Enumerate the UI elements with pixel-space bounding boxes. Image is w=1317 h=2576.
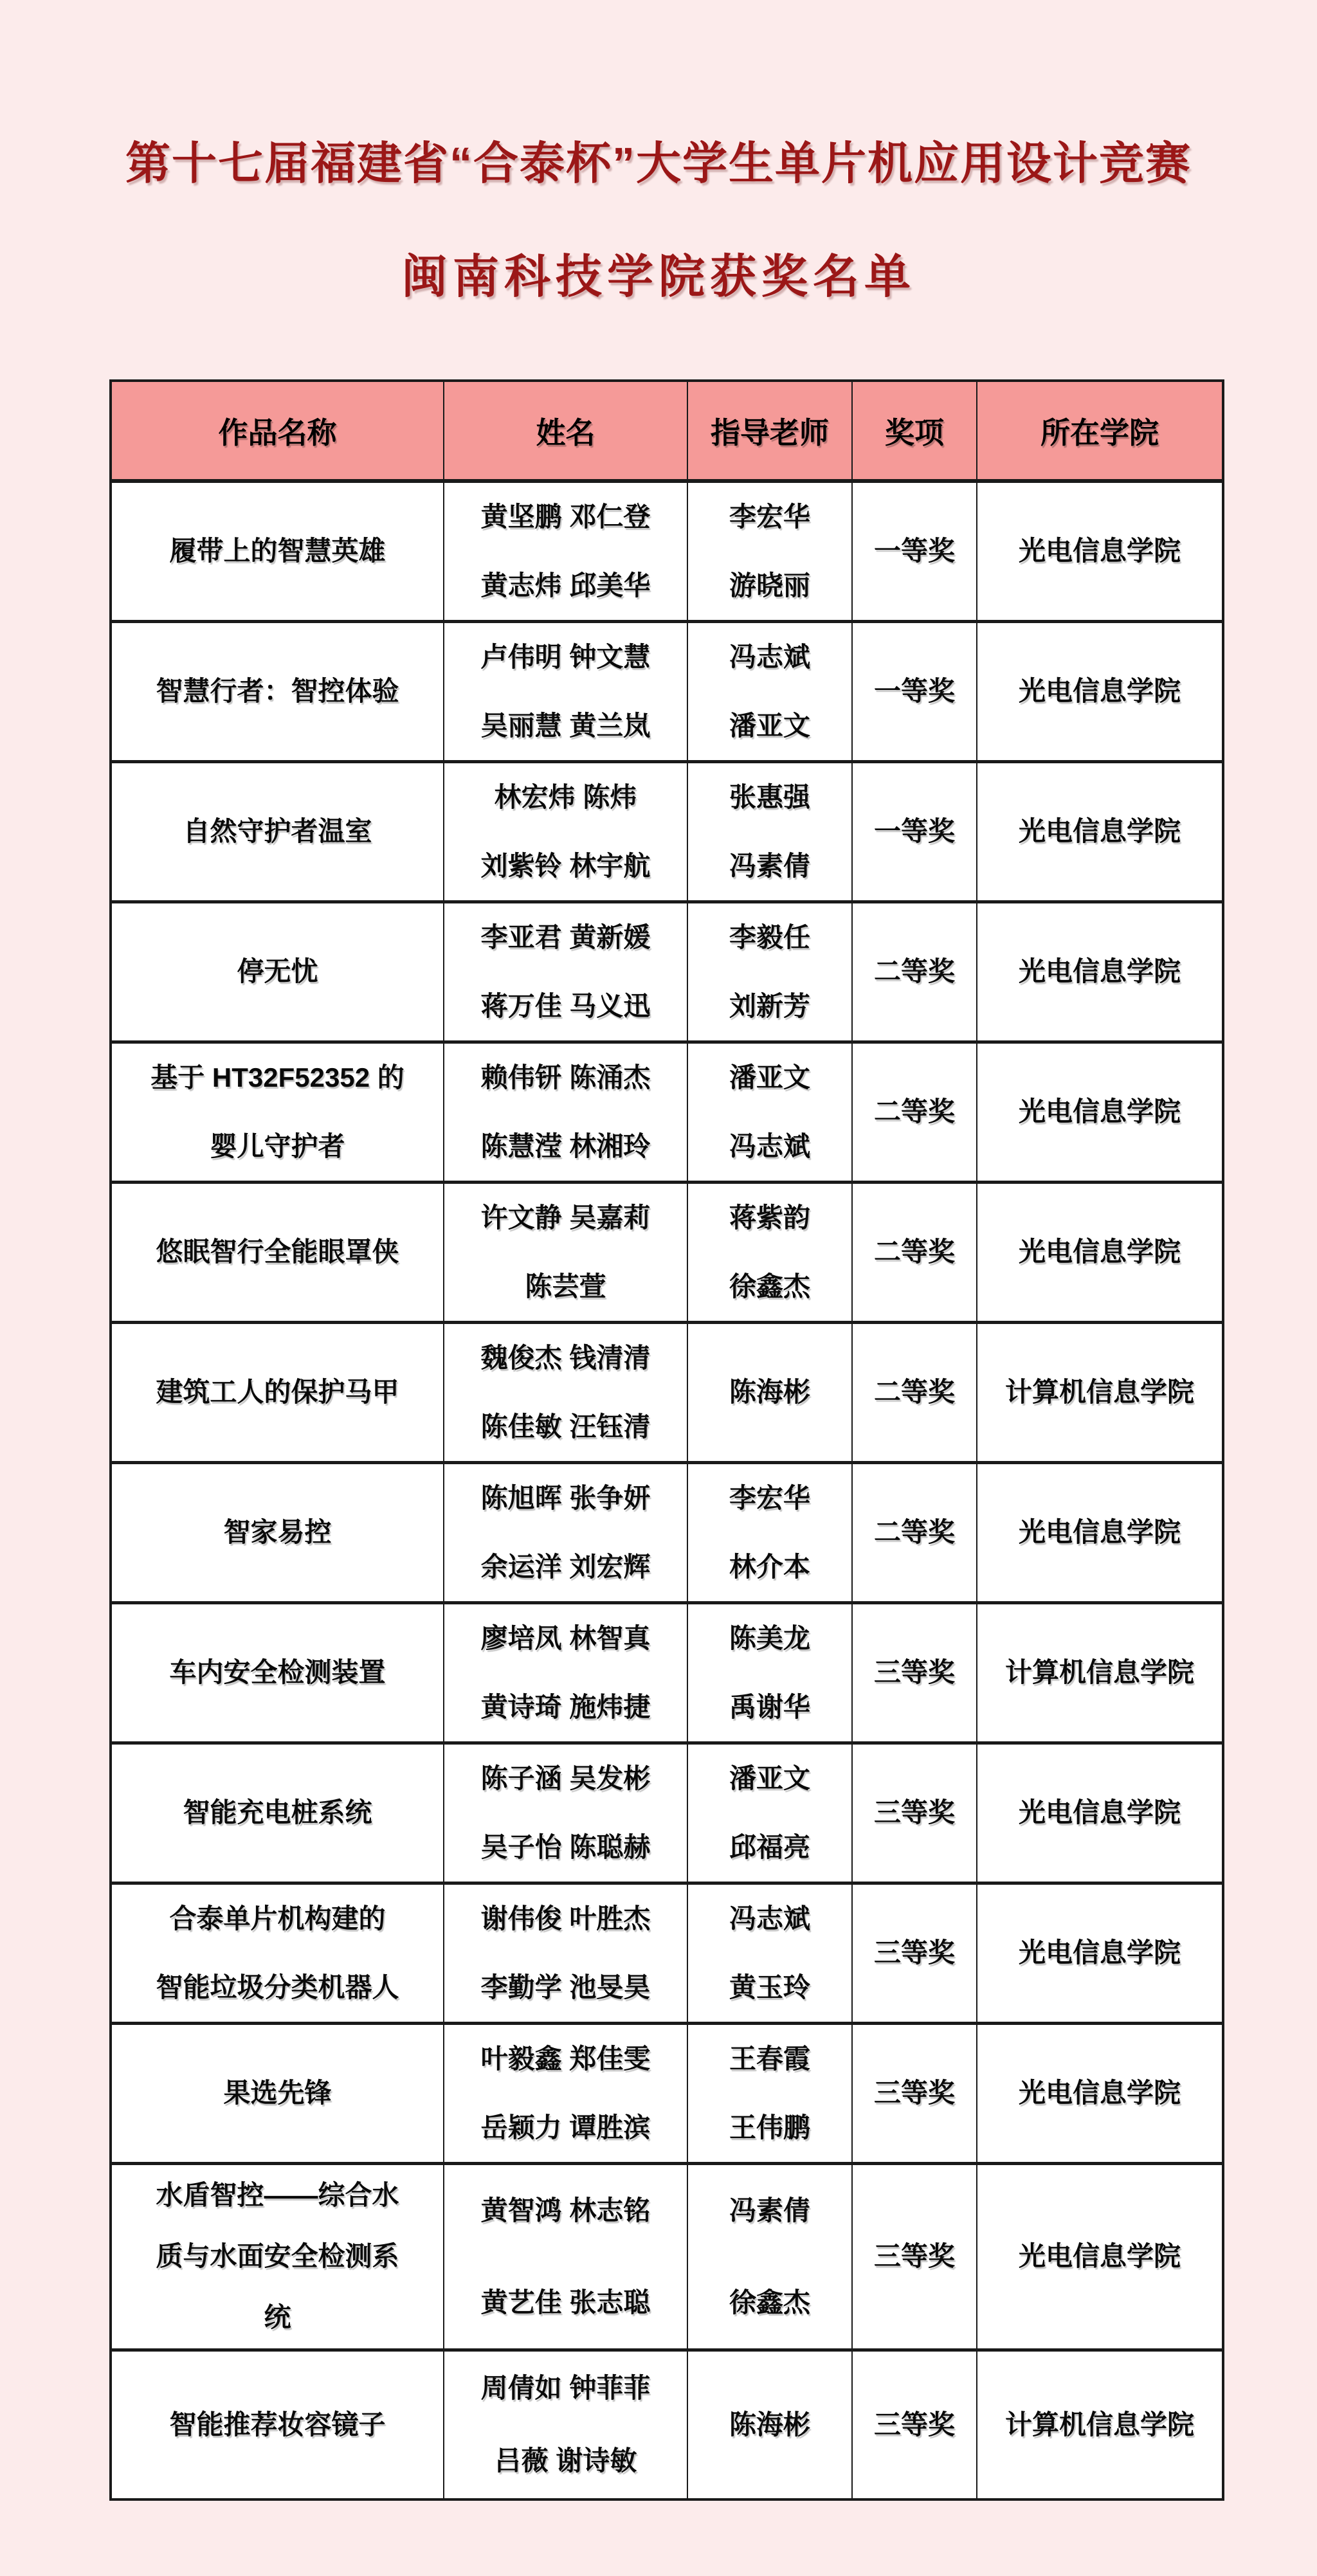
college-cell (977, 902, 1223, 1042)
table-row (111, 1603, 1223, 1743)
teachers-cell (687, 2164, 852, 2350)
names-cell (444, 1743, 687, 1883)
cell-text-line: 婴儿守护者 (210, 1130, 345, 1161)
cell-text-line: 李毅任 (729, 922, 810, 952)
names-cell (444, 762, 687, 902)
cell-text-line: 林宏炜 陈炜 (494, 782, 637, 812)
cell-text-line: 李亚君 黄新媛 (480, 922, 651, 952)
award-cell (852, 1883, 977, 2024)
cell-text-line: 陈美龙 (729, 1623, 810, 1653)
cell-text-line: 二等奖 (873, 956, 955, 987)
project-cell (111, 1042, 444, 1183)
college-cell (977, 481, 1223, 622)
cell-text-line: 王伟鹏 (729, 2112, 810, 2143)
project-cell (111, 1603, 444, 1743)
cell-text-line: 李宏华 (729, 502, 810, 532)
project-cell (111, 1883, 444, 2024)
cell-text-line: 谢伟俊 叶胜杰 (480, 1903, 651, 1934)
teachers-cell (687, 622, 852, 762)
cell-text-line: 刘新芳 (729, 990, 810, 1021)
table-row (111, 1323, 1223, 1463)
cell-text-line: 三等奖 (873, 2078, 955, 2109)
cell-text-line: 李勤学 池旻昊 (480, 1972, 651, 2002)
teachers-cell (687, 1323, 852, 1463)
cell-text-line: 魏俊杰 钱清清 (480, 1343, 651, 1373)
college-cell (977, 1883, 1223, 2024)
cell-text-line: 智能充电桩系统 (183, 1797, 372, 1828)
table-header (111, 381, 1223, 481)
cell-text-line: 三等奖 (873, 1797, 955, 1828)
table-row (111, 481, 1223, 622)
cell-text-line: 黄诗琦 施炜捷 (480, 1691, 651, 1722)
table-row (111, 1743, 1223, 1883)
names-cell (444, 1463, 687, 1603)
cell-text-line: 智慧行者：智控体验 (156, 676, 399, 707)
cell-text-line: 光电信息学院 (1018, 676, 1181, 707)
cell-text-line: 智能垃圾分类机器人 (156, 1972, 399, 2002)
award-cell (852, 2164, 977, 2350)
names-cell (444, 622, 687, 762)
cell-text-line: 光电信息学院 (1018, 1937, 1181, 1968)
cell-text-line: 冯志斌 (729, 1130, 810, 1161)
cell-text-line: 许文静 吴嘉莉 (480, 1202, 651, 1233)
award-cell (852, 2024, 977, 2164)
cell-text-line: 基于 HT32F52352 的 (150, 1062, 404, 1093)
college-cell (977, 622, 1223, 762)
cell-text-line: 余运洋 刘宏辉 (480, 1551, 651, 1582)
cell-text-line: 邱福亮 (729, 1831, 810, 1862)
college-cell (977, 1603, 1223, 1743)
table-row (111, 622, 1223, 762)
cell-text-line: 建筑工人的保护马甲 (156, 1377, 399, 1408)
cell-text-line: 陈佳敏 汪钰清 (480, 1411, 651, 1442)
teachers-cell (687, 1183, 852, 1323)
teachers-cell (687, 1463, 852, 1603)
cell-text-line: 冯素倩 (729, 2195, 810, 2226)
teachers-cell (687, 1883, 852, 2024)
cell-text-line: 陈芸萱 (525, 1271, 606, 1302)
college-cell (977, 1743, 1223, 1883)
page-title-line2: 闽南科技学院获奖名单 (401, 251, 916, 303)
project-cell (111, 622, 444, 762)
cell-text-line: 陈子涵 吴发彬 (480, 1763, 651, 1793)
table-row (111, 2024, 1223, 2164)
college-cell (977, 2164, 1223, 2350)
cell-text-line: 统 (264, 2302, 291, 2333)
teachers-cell (687, 1042, 852, 1183)
cell-text-line: 徐鑫杰 (729, 1271, 810, 1302)
column-header-award: 奖项 (852, 381, 977, 481)
cell-text-line: 悠眠智行全能眼罩侠 (156, 1237, 399, 1267)
cell-text-line: 履带上的智慧英雄 (169, 536, 386, 567)
column-header-teachers: 指导老师 (687, 381, 852, 481)
teachers-cell (687, 1603, 852, 1743)
award-cell (852, 1743, 977, 1883)
project-cell (111, 2350, 444, 2499)
cell-text-line: 一等奖 (873, 536, 955, 567)
cell-text-line: 陈海彬 (729, 1377, 810, 1408)
table-body (111, 481, 1223, 2499)
project-cell (111, 1463, 444, 1603)
teachers-cell (687, 2350, 852, 2499)
cell-text-line: 光电信息学院 (1018, 2078, 1181, 2109)
award-cell (852, 1042, 977, 1183)
teachers-cell (687, 1743, 852, 1883)
cell-text-line: 黄玉玲 (729, 1972, 810, 2002)
project-cell (111, 1743, 444, 1883)
cell-text-line: 周倩如 钟菲菲 (480, 2372, 651, 2403)
award-table (109, 379, 1224, 2501)
names-cell (444, 1883, 687, 2024)
cell-text-line: 光电信息学院 (1018, 1517, 1181, 1548)
cell-text-line: 廖培凤 林智真 (480, 1623, 651, 1653)
cell-text-line: 车内安全检测装置 (169, 1657, 386, 1688)
names-cell (444, 1603, 687, 1743)
cell-text-line: 质与水面安全检测系 (156, 2241, 399, 2272)
names-cell (444, 2024, 687, 2164)
cell-text-line: 潘亚文 (729, 1763, 810, 1793)
project-cell (111, 2024, 444, 2164)
column-header-project: 作品名称 (111, 381, 444, 481)
cell-text-line: 冯志斌 (729, 642, 810, 672)
project-cell (111, 481, 444, 622)
cell-text-line: 三等奖 (873, 1937, 955, 1968)
page-title-line1: 第十七届福建省“合泰杯”大学生单片机应用设计竞赛 (125, 138, 1192, 188)
award-cell (852, 2350, 977, 2499)
names-cell (444, 902, 687, 1042)
teachers-cell (687, 762, 852, 902)
table-row (111, 762, 1223, 902)
cell-text-line: 冯素倩 (729, 850, 810, 881)
names-cell (444, 1323, 687, 1463)
teachers-cell (687, 481, 852, 622)
column-header-college: 所在学院 (977, 381, 1223, 481)
table-header-row (111, 381, 1223, 481)
cell-text-line: 陈旭晖 张争妍 (480, 1483, 651, 1513)
cell-text-line: 徐鑫杰 (729, 2287, 810, 2317)
cell-text-line: 吕薇 谢诗敏 (494, 2445, 637, 2476)
cell-text-line: 王春霞 (729, 2044, 810, 2074)
cell-text-line: 黄智鸿 林志铭 (480, 2195, 651, 2226)
cell-text-line: 张惠强 (729, 782, 810, 812)
cell-text-line: 三等奖 (873, 2409, 955, 2440)
cell-text-line: 蒋紫韵 (729, 1202, 810, 1233)
cell-text-line: 李宏华 (729, 1483, 810, 1513)
table-row (111, 2164, 1223, 2350)
table-row (111, 902, 1223, 1042)
cell-text-line: 潘亚文 (729, 710, 810, 741)
cell-text-line: 二等奖 (873, 1517, 955, 1548)
cell-text-line: 卢伟明 钟文慧 (480, 642, 651, 672)
award-cell (852, 1463, 977, 1603)
cell-text-line: 吴子怡 陈聪赫 (480, 1831, 651, 1862)
cell-text-line: 计算机信息学院 (1004, 2409, 1194, 2440)
table-row (111, 2350, 1223, 2499)
names-cell (444, 1042, 687, 1183)
table-row (111, 1042, 1223, 1183)
cell-text-line: 一等奖 (873, 816, 955, 847)
project-cell (111, 2164, 444, 2350)
award-cell (852, 622, 977, 762)
cell-text-line: 禹谢华 (729, 1691, 810, 1722)
cell-text-line: 黄艺佳 张志聪 (480, 2287, 651, 2317)
column-header-names: 姓名 (444, 381, 687, 481)
cell-text-line: 岳颖力 谭胜滨 (480, 2112, 651, 2143)
cell-text-line: 二等奖 (873, 1237, 955, 1267)
award-cell (852, 762, 977, 902)
project-cell (111, 902, 444, 1042)
cell-text-line: 黄志炜 邱美华 (480, 570, 651, 601)
cell-text-line: 合泰单片机构建的 (169, 1903, 386, 1934)
names-cell (444, 2164, 687, 2350)
award-cell (852, 481, 977, 622)
college-cell (977, 1463, 1223, 1603)
cell-text-line: 陈海彬 (729, 2409, 810, 2440)
cell-text-line: 自然守护者温室 (183, 816, 372, 847)
award-cell (852, 1603, 977, 1743)
project-cell (111, 762, 444, 902)
cell-text-line: 光电信息学院 (1018, 1096, 1181, 1127)
college-cell (977, 1042, 1223, 1183)
cell-text-line: 光电信息学院 (1018, 1237, 1181, 1267)
cell-text-line: 陈慧滢 林湘玲 (480, 1130, 651, 1161)
cell-text-line: 蒋万佳 马义迅 (480, 990, 651, 1021)
cell-text-line: 果选先锋 (223, 2078, 332, 2109)
college-cell (977, 1323, 1223, 1463)
cell-text-line: 二等奖 (873, 1096, 955, 1127)
table-row (111, 1883, 1223, 2024)
award-cell (852, 902, 977, 1042)
table-row (111, 1463, 1223, 1603)
cell-text-line: 计算机信息学院 (1004, 1377, 1194, 1408)
cell-text-line: 叶毅鑫 郑佳雯 (480, 2044, 651, 2074)
cell-text-line: 潘亚文 (729, 1062, 810, 1093)
college-cell (977, 2350, 1223, 2499)
cell-text-line: 光电信息学院 (1018, 956, 1181, 987)
award-cell (852, 1323, 977, 1463)
cell-text-line: 林介本 (729, 1551, 810, 1582)
cell-text-line: 光电信息学院 (1018, 816, 1181, 847)
cell-text-line: 三等奖 (873, 1657, 955, 1688)
teachers-cell (687, 2024, 852, 2164)
table-row (111, 1183, 1223, 1323)
cell-text-line: 冯志斌 (729, 1903, 810, 1934)
cell-text-line: 一等奖 (873, 676, 955, 707)
cell-text-line: 刘紫铃 林宇航 (480, 850, 651, 881)
names-cell (444, 1183, 687, 1323)
award-cell (852, 1183, 977, 1323)
college-cell (977, 762, 1223, 902)
cell-text-line: 光电信息学院 (1018, 1797, 1181, 1828)
cell-text-line: 黄坚鹏 邓仁登 (480, 502, 651, 532)
names-cell (444, 481, 687, 622)
college-cell (977, 2024, 1223, 2164)
cell-text-line: 三等奖 (873, 2241, 955, 2272)
cell-text-line: 二等奖 (873, 1377, 955, 1408)
cell-text-line: 赖伟钘 陈涌杰 (480, 1062, 651, 1093)
college-cell (977, 1183, 1223, 1323)
cell-text-line: 吴丽慧 黄兰岚 (480, 710, 651, 741)
cell-text-line: 智能推荐妆容镜子 (169, 2409, 386, 2440)
cell-text-line: 游晓丽 (729, 570, 810, 601)
cell-text-line: 停无忧 (237, 956, 318, 987)
cell-text-line: 计算机信息学院 (1004, 1657, 1194, 1688)
teachers-cell (687, 902, 852, 1042)
project-cell (111, 1323, 444, 1463)
project-cell (111, 1183, 444, 1323)
cell-text-line: 光电信息学院 (1018, 536, 1181, 567)
names-cell (444, 2350, 687, 2499)
cell-text-line: 水盾智控——综合水 (156, 2180, 399, 2211)
cell-text-line: 光电信息学院 (1018, 2241, 1181, 2272)
cell-text-line: 智家易控 (223, 1517, 332, 1548)
